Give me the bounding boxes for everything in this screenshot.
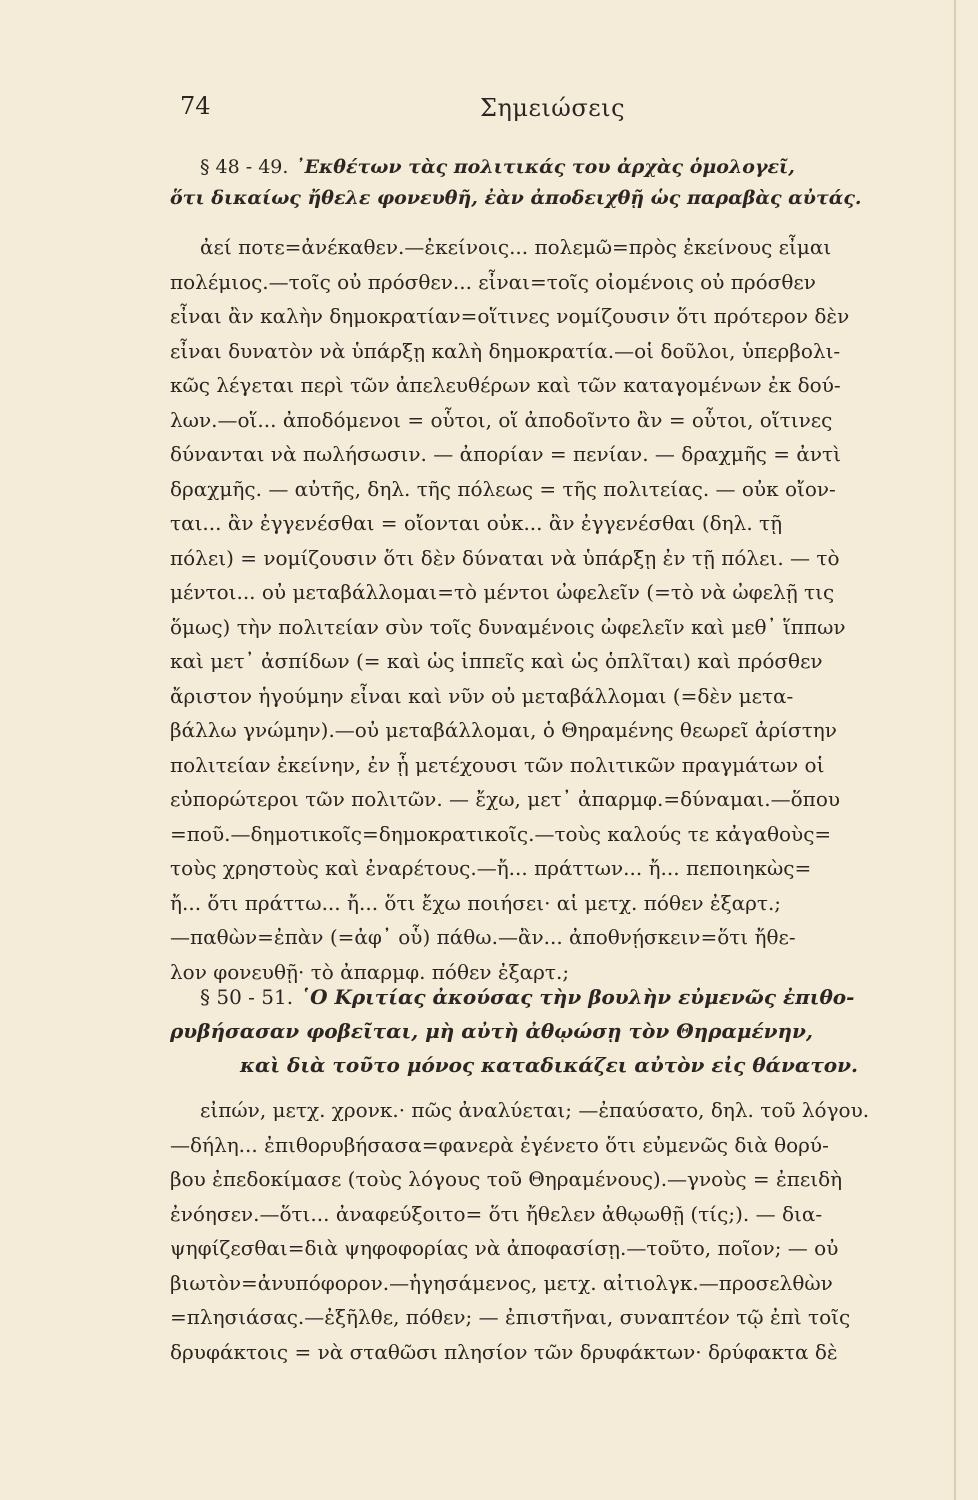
- page-number: 74: [180, 92, 211, 120]
- notes-48-49: [170, 230, 905, 989]
- text-line: τοὺς χρηστοὺς καὶ ἐναρέτους.—ἤ... πράττων... ἤ... πεποιηκὼς=: [170, 856, 812, 880]
- text-line: πολέμιος.—τοῖς οὐ πρόσθεν... εἶναι=τοῖς οἰομένοις οὐ πρόσθεν: [170, 269, 816, 294]
- text-line: κῶς λέγεται περὶ τῶν ἀπελευθέρων καὶ τῶν καταγομένων ἐκ δού-: [170, 373, 841, 397]
- text-line: ται... ἂν ἐγγενέσθαι = οἴονται οὐκ... ἂν ἐγγενέσθαι (δηλ. τῇ: [170, 511, 783, 535]
- page-header: [0, 92, 978, 132]
- text-line: βάλλω γνώμην).—οὐ μεταβάλλομαι, ὁ Θηραμένης θεωρεῖ ἀρίστην: [170, 718, 837, 742]
- text-line: εἶναι ἂν καλὴν δημοκρατίαν=οἵτινες νομίζουσιν ὅτι πρότερον δὲν: [170, 304, 850, 328]
- text-line: βου ἐπεδοκίμασε (τοὺς λόγους τοῦ Θηραμένους).—γνοὺς = ἐπειδὴ: [170, 1167, 843, 1191]
- text-line: πόλει) = νομίζουσιν ὅτι δὲν δύναται νὰ ὑπάρξῃ ἐν τῇ πόλει. — τὸ: [170, 545, 840, 570]
- text-line: λον φονευθῇ· τὸ ἀπαρμφ. πόθεν ἐξαρτ.;: [170, 959, 570, 984]
- text-line: ἀεί ποτε=ἀνέκαθεν.—ἐκείνοις... πολεμῶ=πρὸς ἐκείνους εἶμαι: [200, 235, 832, 259]
- text-line: =πλησιάσας.—ἐξῆλθε, πόθεν; — ἐπιστῆναι, συναπτέον τῷ ἐπὶ τοῖς: [170, 1305, 851, 1329]
- section-heading-line: ρυβήσασαν φοβεῖται, μὴ αὐτὴ ἀθῳώσῃ τὸν Θηραμένην,: [170, 1019, 813, 1043]
- section-title-text: ᾿Εκθέτων τὰς πολιτικάς του ἀρχὰς ὁμολογεῖ,: [295, 156, 795, 178]
- text-line: ἤ... ὅτι πράττω... ἤ... ὅτι ἔχω ποιήσει· αἱ μετχ. πόθεν ἐξαρτ.;: [170, 890, 782, 915]
- text-line: ἄριστον ἡγούμην εἶναι καὶ νῦν οὐ μεταβάλλομαι (=δὲν μετα-: [170, 683, 794, 708]
- text-line: ὅμως) τὴν πολιτείαν σὺν τοῖς δυναμένοις ὠφελεῖν καὶ μεθ᾿ ἵππων: [170, 614, 846, 639]
- section-heading-line: [170, 980, 905, 1014]
- section-50-51-heading: [170, 980, 905, 1082]
- text-line: δρυφάκτοις = νὰ σταθῶσι πλησίον τῶν δρυφάκτων· δρύφακτα δὲ: [170, 1339, 838, 1364]
- text-line: =ποῦ.—δημοτικοῖς=δημοκρατικοῖς.—τοὺς καλούς τε κἀγαθοὺς=: [170, 821, 832, 846]
- section-title-text: ῾Ο Κριτίας ἀκούσας τὴν βουλὴν εὐμενῶς ἐπιθο-: [300, 985, 855, 1009]
- text-line: δραχμῆς. — αὐτῆς, δηλ. τῆς πόλεως = τῆς πολιτείας. — οὐκ οἴον-: [170, 476, 836, 501]
- text-line: εἶναι δυνατὸν νὰ ὑπάρξῃ καλὴ δημοκρατία.—οἱ δοῦλοι, ὑπερβολι-: [170, 338, 841, 363]
- running-title: Σημειώσεις: [480, 94, 626, 122]
- section-48-49-heading: [170, 152, 905, 214]
- text-line: βιωτὸν=ἀνυπόφορον.—ἡγησάμενος, μετχ. αἰτιολγκ.—προσελθὼν: [170, 1270, 833, 1295]
- section-number: § 50 - 51.: [200, 985, 294, 1009]
- text-line: πολιτείαν ἐκείνην, ἐν ᾗ μετέχουσι τῶν πολιτικῶν πραγμάτων οἱ: [170, 752, 825, 777]
- text-line: καὶ μετ᾿ ἀσπίδων (= καὶ ὡς ἱππεῖς καὶ ὡς ὁπλῖται) καὶ πρόσθεν: [170, 649, 823, 673]
- text-line: —παθὼν=ἐπὰν (=ἀφ᾿ οὗ) πάθω.—ἂν... ἀποθνῄσκειν=ὅτι ἤθε-: [170, 925, 796, 949]
- text-line: λων.—οἵ... ἀποδόμενοι = οὗτοι, οἵ ἀποδοῖντο ἂν = οὗτοι, οἵτινες: [170, 407, 833, 432]
- text-line: εἰπών, μετχ. χρονκ.· πῶς ἀναλύεται; —ἐπαύσατο, δηλ. τοῦ λόγου.: [200, 1098, 870, 1122]
- text-line: ἐνόησεν.—ὅτι... ἀναφεύξοιτο= ὅτι ἤθελεν ἀθῳωθῇ (τίς;). — δια-: [170, 1201, 823, 1226]
- text-line: ψηφίζεσθαι=διὰ ψηφοφορίας νὰ ἀποφασίσῃ.—τοῦτο, ποῖον; — οὐ: [170, 1236, 839, 1260]
- section-heading-line: [170, 152, 905, 183]
- text-line: δύνανται νὰ πωλήσωσιν. — ἀπορίαν = πενίαν. — δραχμῆς = ἀντὶ: [170, 442, 841, 466]
- text-line: μέντοι... οὐ μεταβάλλομαι=τὸ μέντοι ὠφελεῖν (=τὸ νὰ ὠφελῇ τις: [170, 580, 835, 604]
- section-number: § 48 - 49.: [200, 156, 289, 178]
- text-line: εὐπορώτεροι τῶν πολιτῶν. — ἔχω, μετ᾿ ἀπαρμφ.=δύναμαι.—ὅπου: [170, 787, 841, 811]
- text-line: —δήλη... ἐπιθορυβήσασα=φανερὰ ἐγένετο ὅτι εὐμενῶς διὰ θορύ-: [170, 1132, 829, 1157]
- page-edge-line: [954, 0, 956, 1500]
- section-heading-line: ὅτι δικαίως ἤθελε φονευθῆ, ἐὰν ἀποδειχθῇ ὡς παραβὰς αὐτάς.: [170, 187, 862, 209]
- notes-50-51: [170, 1093, 905, 1369]
- section-heading-line: καὶ διὰ τοῦτο μόνος καταδικάζει αὐτὸν εἰς θάνατον.: [240, 1053, 858, 1077]
